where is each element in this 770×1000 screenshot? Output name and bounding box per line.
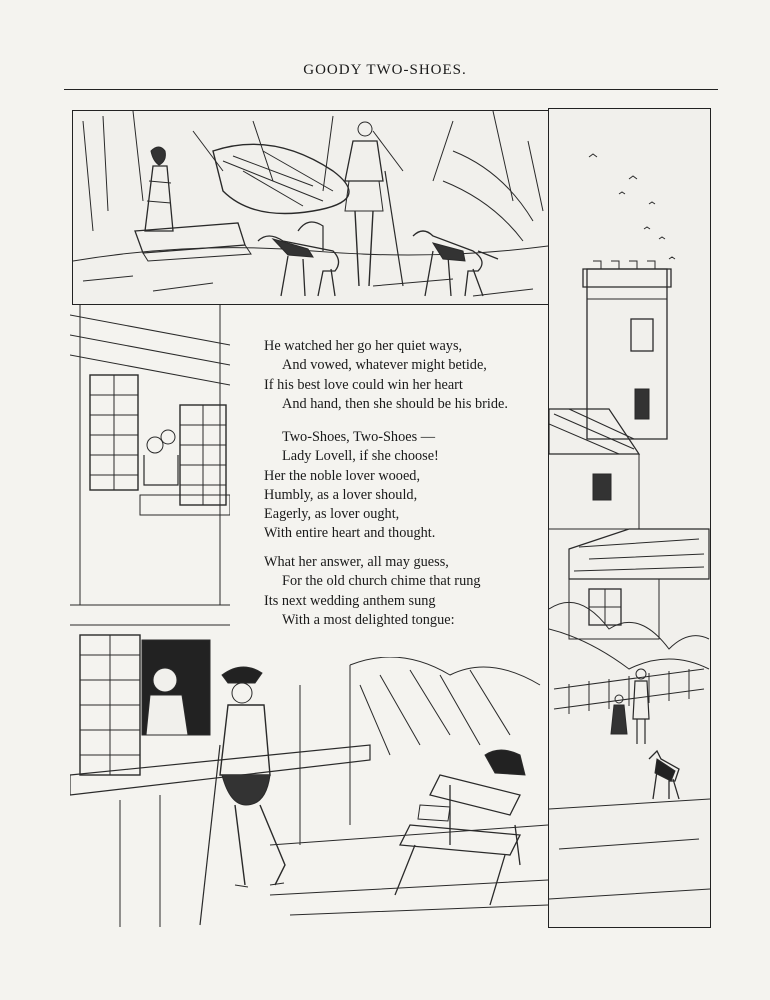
running-head: GOODY TWO-SHOES. — [303, 62, 467, 78]
poem-line: And vowed, whatever might betide, — [282, 357, 487, 374]
poem-text — [230, 312, 548, 657]
poem-line: Humbly, as a lover should, — [264, 486, 418, 503]
stanza-3 — [230, 553, 548, 630]
illustration-church-and-village — [548, 108, 711, 928]
poem-line: And hand, then she should be his bride. — [282, 395, 508, 412]
poem-line: If his best love could win her heart — [264, 376, 463, 393]
poem-line: For the old church chime that rung — [282, 573, 481, 590]
church-scene-drawing — [549, 109, 710, 927]
illustration-hunter-with-dogs — [72, 110, 549, 305]
stanza-1 — [230, 337, 548, 414]
poem-line: Two-Shoes, Two-Shoes — — [282, 429, 436, 445]
header-rule — [64, 89, 718, 90]
poem-line: Lady Lovell, if she choose! — [282, 448, 439, 465]
poem-line: Eagerly, as lover ought, — [264, 506, 400, 523]
stanza-2 — [230, 428, 548, 544]
poem-line: Her the noble lover wooed, — [264, 467, 421, 484]
poem-line: He watched her go her quiet ways, — [264, 338, 463, 354]
poem-line: What her answer, all may guess, — [264, 554, 449, 570]
poem-line: With entire heart and thought. — [264, 525, 436, 542]
poem-line: With a most delighted tongue: — [282, 611, 455, 628]
hunter-scene-drawing — [73, 111, 548, 304]
poem-line: Its next wedding anthem sung — [264, 592, 436, 609]
